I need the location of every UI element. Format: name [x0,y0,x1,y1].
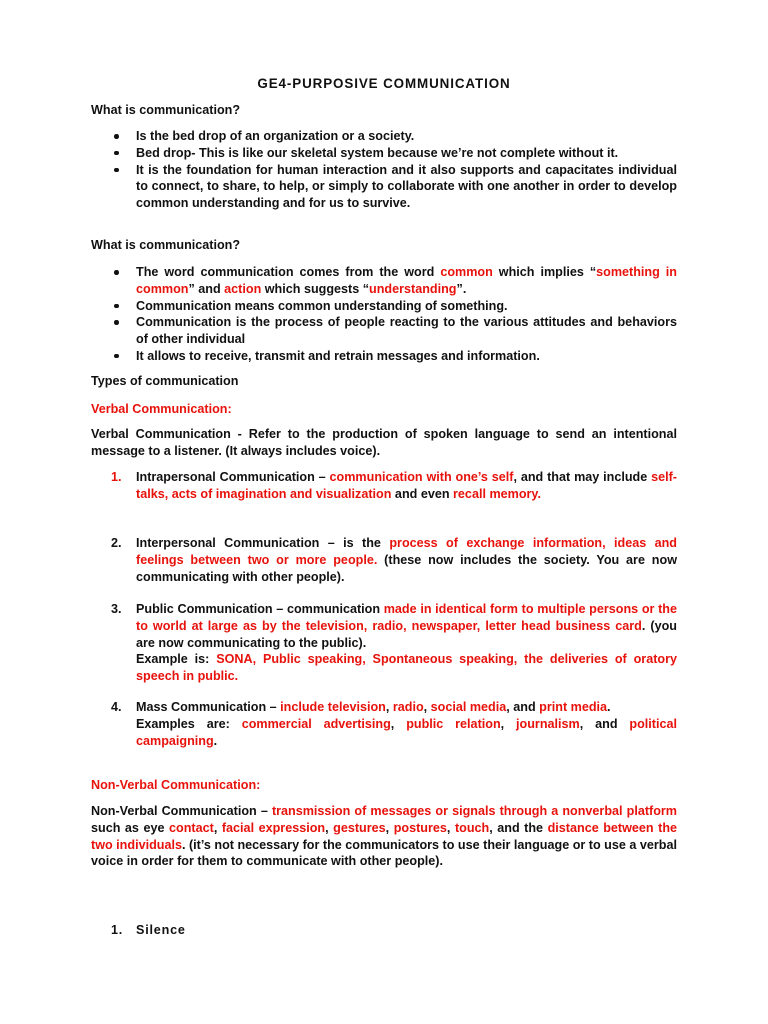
section-heading: Types of communication [91,374,239,388]
bullet-list [111,264,677,365]
bullet-item: Communication is the process of people reacting to the various attitudes and behaviors of other individual [111,314,677,348]
item-number: 1. [111,470,122,484]
item-text: Silence [136,923,186,937]
bullet-item: Communication means common understanding of something. [111,298,677,315]
bullet-item: It allows to receive, transmit and retrain messages and information. [111,348,677,365]
bullet-item: It is the foundation for human interaction and it also supports and capacitates individual to connect, to share, to help, or simply to collaborate with one another in order to develop common understanding and for us to survive. [111,162,677,212]
item-text: Intrapersonal Communication – communication with one’s self, and that may include self-talks, acts of imagination and visualization and even recall memory. [136,470,677,501]
paragraph: Non-Verbal Communication – transmission of messages or signals through a nonverbal platform such as eye contact, facial expression, gestures, postures, touch, and the distance between the two individuals. (it’s not necessary for the communicators to use their language or to use a verbal voice in order for them to communicate with other people). [91,804,678,869]
bullet-item: Is the bed drop of an organization or a society. [111,128,677,145]
item-number: 1. [111,923,124,937]
numbered-item [111,699,677,749]
numbered-item [111,535,677,585]
bullet-item: Bed drop- This is like our skeletal system because we’re not complete without it. [111,145,677,162]
item-text: Public Communication – communication made in identical form to multiple persons or the to world at large as by the television, radio, newspaper, letter head business card. (you are now communicating to the public). Example is: SONA, Public speaking, Spontaneous speaking, the deliveries of oratory speech in public. [136,602,677,684]
paragraph: Verbal Communication - Refer to the production of spoken language to send an intentional message to a listener. (It always includes voice). [91,427,677,458]
item-number: 3. [111,602,122,616]
document-title: GE4-PURPOSIVE COMMUNICATION [257,76,511,91]
item-number: 2. [111,536,122,550]
numbered-item [111,469,677,503]
section-heading: Non-Verbal Communication: [91,778,261,792]
numbered-item [111,923,186,937]
bullet-item: The word communication comes from the word common which implies “something in common” and action which suggests “understanding”. [111,264,677,298]
item-text: Mass Communication – include television, radio, social media, and print media. Examples are: commercial advertising, public relation, journalism, and political campaigning. [136,700,677,748]
bullet-list [111,128,677,212]
numbered-item [111,601,677,685]
section-heading: What is communication? [91,238,241,252]
item-text: Interpersonal Communication – is the process of exchange information, ideas and feelings between two or more people. (these now includes the society. You are now communicating with other people). [136,536,677,584]
item-number: 4. [111,700,122,714]
section-heading: What is communication? [91,103,241,117]
section-heading: Verbal Communication: [91,402,232,416]
